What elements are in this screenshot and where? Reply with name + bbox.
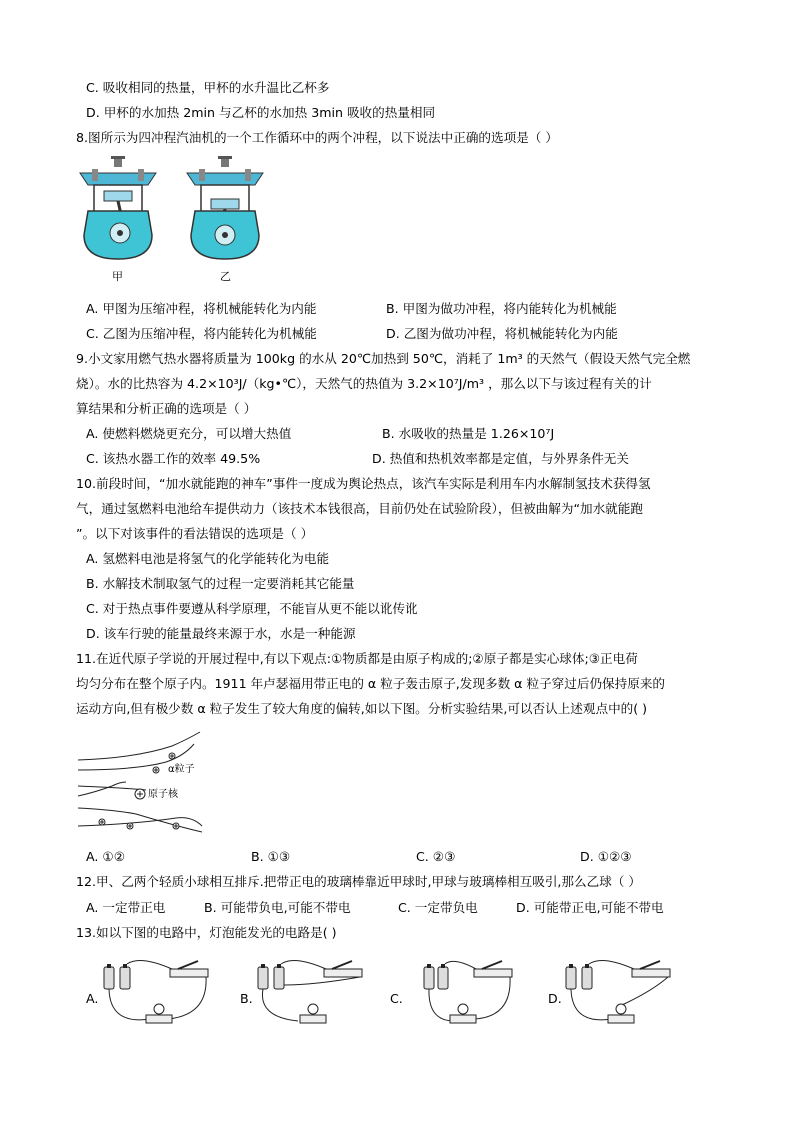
circuit-b-label: B.: [240, 991, 253, 1006]
circuit-diagram-a: [100, 955, 220, 1035]
engine-a-label: 甲: [112, 270, 123, 283]
alpha-scattering-diagram: [76, 730, 216, 836]
q10-stem-line1: 10.前段时间，“加水就能跑的神车”事件一度成为舆论热点，该汽车实际是利用车内水解制氢技术获得氢: [76, 476, 651, 491]
q11-stem-line2: 均匀分布在整个原子内。1911 年卢瑟福用带正电的 α 粒子轰击原子,发现多数 α 粒子穿过后仍保持原来的: [76, 676, 666, 691]
q9-stem-line2: 烧）。水的比热容为 4.2×10³J/（kg•℃），天然气的热值为 3.2×10⁷J/m³ ，那么以下与该过程有关的计: [76, 376, 652, 391]
q12-stem: 12.甲、乙两个轻质小球相互排斥.把带正电的玻璃棒靠近甲球时,甲球与玻璃棒相互吸引,那么乙球（ ）: [76, 874, 641, 889]
q9-stem-line3: 算结果和分析正确的选项是（ ）: [76, 401, 257, 416]
engine-diagram-b: [185, 155, 265, 265]
alpha-particle-label: α粒子: [168, 764, 195, 775]
circuit-a-label: A.: [86, 991, 99, 1006]
q7-option-d: D. 甲杯的水加热 2min 与乙杯的水加热 3min 吸收的热量相同: [86, 105, 436, 120]
q12-option-c: C. 一定带负电: [398, 900, 478, 915]
q9-stem-line1: 9.小文家用燃气热水器将质量为 100kg 的水从 20℃加热到 50℃，消耗了 1m³ 的天然气（假设天然气完全燃: [76, 351, 691, 366]
circuit-diagram-b: [254, 955, 374, 1035]
q11-option-d: D. ①②③: [580, 849, 632, 864]
q11-option-a: A. ①②: [86, 849, 125, 864]
q9-option-b: B. 水吸收的热量是 1.26×10⁷J: [382, 426, 555, 441]
circuit-c-label: C.: [390, 991, 403, 1006]
q10-option-c: C. 对于热点事件要遵从科学原理，不能盲从更不能以讹传讹: [86, 601, 418, 616]
q11-option-c: C. ②③: [416, 849, 456, 864]
q8-option-d: D. 乙图为做功冲程，将机械能转化为内能: [386, 326, 618, 341]
q10-option-a: A. 氢燃料电池是将氢气的化学能转化为电能: [86, 551, 330, 566]
q10-option-d: D. 该车行驶的能量最终来源于水，水是一种能源: [86, 626, 356, 641]
engine-diagram-a: [78, 155, 158, 265]
q8-option-b: B. 甲图为做功冲程，将内能转化为机械能: [386, 301, 617, 316]
circuit-diagram-d: [562, 955, 682, 1035]
q12-option-b: B. 可能带负电,可能不带电: [204, 900, 351, 915]
circuit-diagram-c: [404, 955, 524, 1035]
q13-stem: 13.如以下图的电路中，灯泡能发光的电路是( ): [76, 925, 337, 940]
q8-option-a: A. 甲图为压缩冲程，将机械能转化为内能: [86, 301, 317, 316]
q9-option-a: A. 使燃料燃烧更充分，可以增大热值: [86, 426, 292, 441]
q11-stem-line3: 运动方向,但有极少数 α 粒子发生了较大角度的偏转,如以下图。分析实验结果,可以否认上述观点中的( ): [76, 701, 648, 716]
q8-stem: 8.图所示为四冲程汽油机的一个工作循环中的两个冲程，以下说法中正确的选项是（ ）: [76, 130, 558, 145]
q10-option-b: B. 水解技术制取氢气的过程一定要消耗其它能量: [86, 576, 355, 591]
q8-option-c: C. 乙图为压缩冲程，将内能转化为机械能: [86, 326, 317, 341]
q11-stem-line1: 11.在近代原子学说的开展过程中,有以下观点:①物质都是由原子构成的;②原子都是实心球体;③正电荷: [76, 651, 638, 666]
circuit-d-label: D.: [548, 991, 562, 1006]
nucleus-label: 原子核: [148, 789, 178, 800]
q10-stem-line3: ”。以下对该事件的看法错误的选项是（ ）: [76, 526, 314, 541]
q7-option-c: C. 吸收相同的热量，甲杯的水升温比乙杯多: [86, 80, 330, 95]
q12-option-a: A. 一定带正电: [86, 900, 166, 915]
q9-option-d: D. 热值和热机效率都是定值，与外界条件无关: [372, 451, 629, 466]
q9-option-c: C. 该热水器工作的效率 49.5%: [86, 451, 261, 466]
q11-option-b: B. ①③: [251, 849, 291, 864]
q12-option-d: D. 可能带正电,可能不带电: [516, 900, 664, 915]
engine-b-label: 乙: [220, 270, 231, 283]
q10-stem-line2: 气，通过氢燃料电池给车提供动力（该技术本钱很高，目前仍处在试验阶段），但被曲解为“加水就能跑: [76, 501, 643, 516]
